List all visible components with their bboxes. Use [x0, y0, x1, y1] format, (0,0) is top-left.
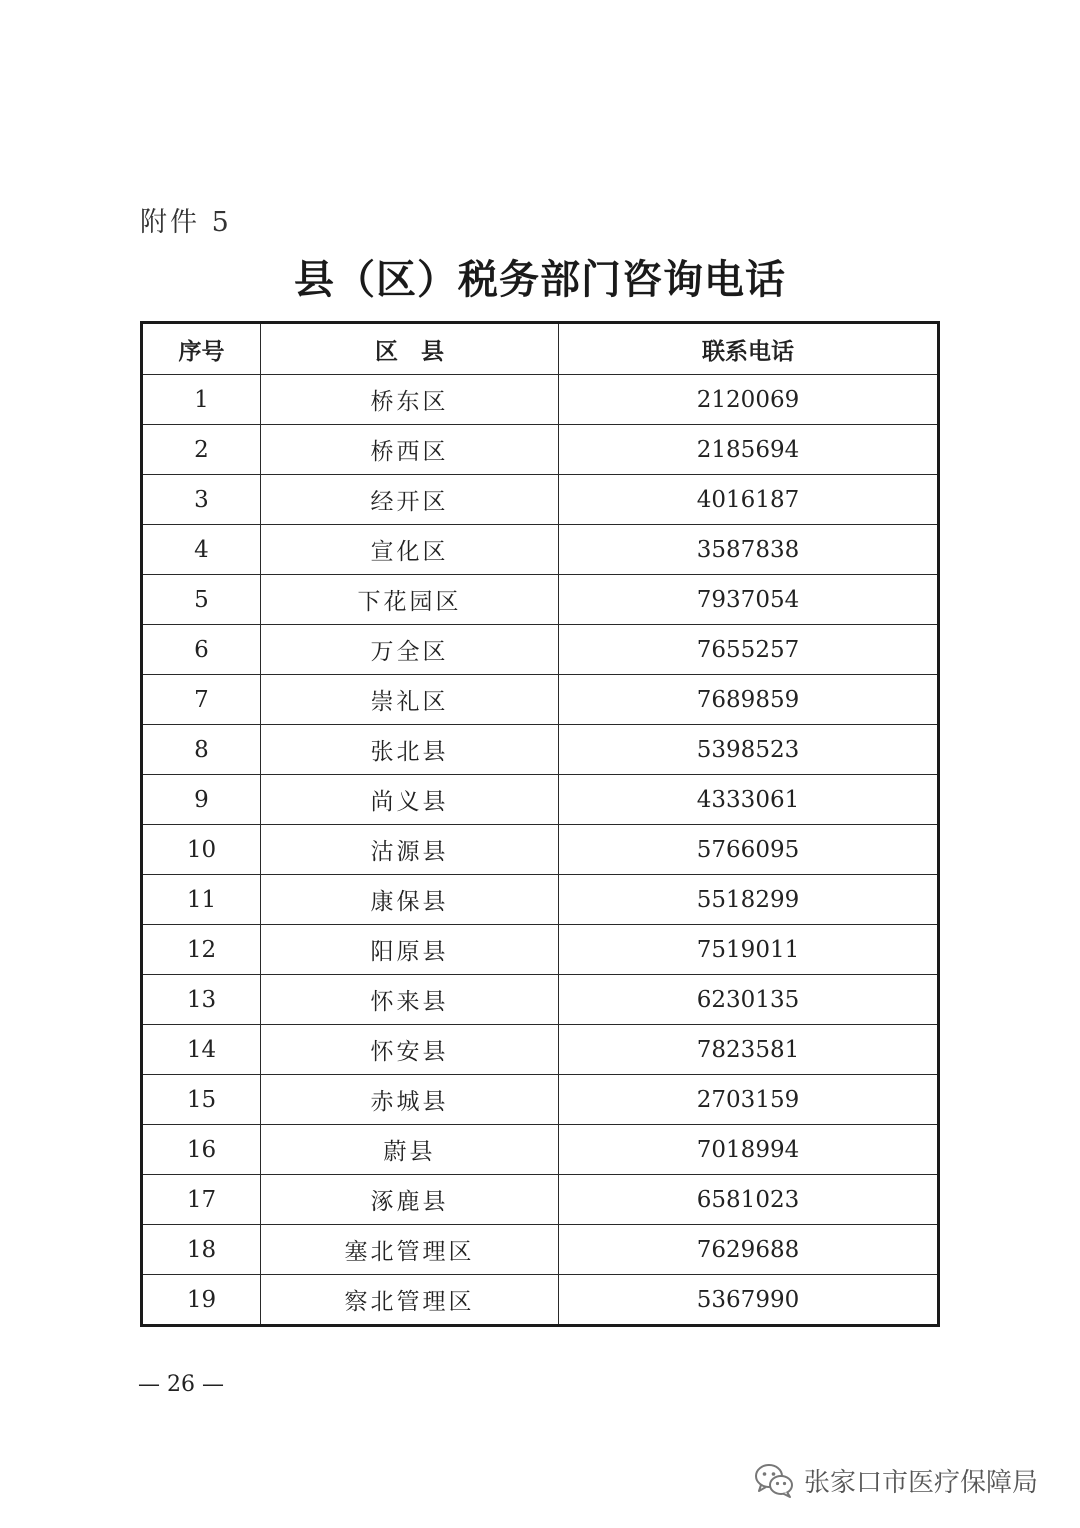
cell-district: 经开区	[261, 475, 559, 525]
cell-phone: 7937054	[559, 575, 939, 625]
cell-district: 赤城县	[261, 1075, 559, 1125]
header-district: 区 县	[261, 323, 559, 375]
table-row	[142, 725, 939, 775]
table-body	[142, 375, 939, 1326]
cell-phone: 2185694	[559, 425, 939, 475]
cell-district: 康保县	[261, 875, 559, 925]
wechat-icon	[752, 1458, 796, 1502]
table-row	[142, 1125, 939, 1175]
cell-district: 察北管理区	[261, 1275, 559, 1326]
contact-table-container	[140, 321, 940, 1327]
cell-district: 桥东区	[261, 375, 559, 425]
watermark	[752, 1458, 1038, 1502]
cell-no: 19	[142, 1275, 261, 1326]
header-no: 序号	[142, 323, 261, 375]
table-row	[142, 925, 939, 975]
cell-phone: 7018994	[559, 1125, 939, 1175]
table-row	[142, 525, 939, 575]
cell-phone: 6581023	[559, 1175, 939, 1225]
cell-district: 张北县	[261, 725, 559, 775]
cell-no: 14	[142, 1025, 261, 1075]
table-row	[142, 1175, 939, 1225]
cell-no: 11	[142, 875, 261, 925]
table-row	[142, 625, 939, 675]
cell-district: 尚义县	[261, 775, 559, 825]
table-row	[142, 825, 939, 875]
cell-phone: 4016187	[559, 475, 939, 525]
watermark-text: 张家口市医疗保障局	[804, 1467, 1039, 1498]
cell-phone: 4333061	[559, 775, 939, 825]
cell-district: 蔚县	[261, 1125, 559, 1175]
cell-district: 沽源县	[261, 825, 559, 875]
cell-no: 15	[142, 1075, 261, 1125]
cell-no: 12	[142, 925, 261, 975]
table-row	[142, 875, 939, 925]
cell-phone: 5518299	[559, 875, 939, 925]
cell-phone: 5398523	[559, 725, 939, 775]
cell-phone: 6230135	[559, 975, 939, 1025]
cell-phone: 7629688	[559, 1225, 939, 1275]
cell-phone: 2703159	[559, 1075, 939, 1125]
cell-no: 6	[142, 625, 261, 675]
cell-no: 8	[142, 725, 261, 775]
cell-no: 7	[142, 675, 261, 725]
cell-no: 13	[142, 975, 261, 1025]
cell-no: 16	[142, 1125, 261, 1175]
cell-no: 17	[142, 1175, 261, 1225]
cell-phone: 7823581	[559, 1025, 939, 1075]
cell-district: 塞北管理区	[261, 1225, 559, 1275]
table-row	[142, 775, 939, 825]
cell-phone: 5367990	[559, 1275, 939, 1326]
cell-district: 崇礼区	[261, 675, 559, 725]
attachment-label: 附件 5	[140, 207, 232, 238]
table-row	[142, 1225, 939, 1275]
table-row	[142, 425, 939, 475]
cell-phone: 3587838	[559, 525, 939, 575]
cell-no: 1	[142, 375, 261, 425]
page-title: 县（区）税务部门咨询电话	[294, 257, 786, 303]
cell-no: 9	[142, 775, 261, 825]
cell-district: 怀安县	[261, 1025, 559, 1075]
cell-phone: 7689859	[559, 675, 939, 725]
cell-no: 3	[142, 475, 261, 525]
table-row	[142, 1075, 939, 1125]
cell-district: 涿鹿县	[261, 1175, 559, 1225]
cell-district: 怀来县	[261, 975, 559, 1025]
table-row	[142, 1275, 939, 1326]
table-row	[142, 1025, 939, 1075]
cell-no: 2	[142, 425, 261, 475]
header-phone: 联系电话	[559, 323, 939, 375]
cell-district: 阳原县	[261, 925, 559, 975]
table-row	[142, 975, 939, 1025]
cell-phone: 5766095	[559, 825, 939, 875]
cell-phone: 7519011	[559, 925, 939, 975]
cell-no: 18	[142, 1225, 261, 1275]
cell-district: 下花园区	[261, 575, 559, 625]
table-row	[142, 375, 939, 425]
cell-district: 万全区	[261, 625, 559, 675]
cell-no: 4	[142, 525, 261, 575]
table-row	[142, 575, 939, 625]
cell-no: 10	[142, 825, 261, 875]
cell-phone: 7655257	[559, 625, 939, 675]
table-row	[142, 475, 939, 525]
cell-no: 5	[142, 575, 261, 625]
contact-table	[140, 321, 940, 1327]
table-row	[142, 675, 939, 725]
page-number: — 26 —	[138, 1372, 224, 1397]
table-header-row	[142, 323, 939, 375]
cell-district: 桥西区	[261, 425, 559, 475]
cell-district: 宣化区	[261, 525, 559, 575]
cell-phone: 2120069	[559, 375, 939, 425]
